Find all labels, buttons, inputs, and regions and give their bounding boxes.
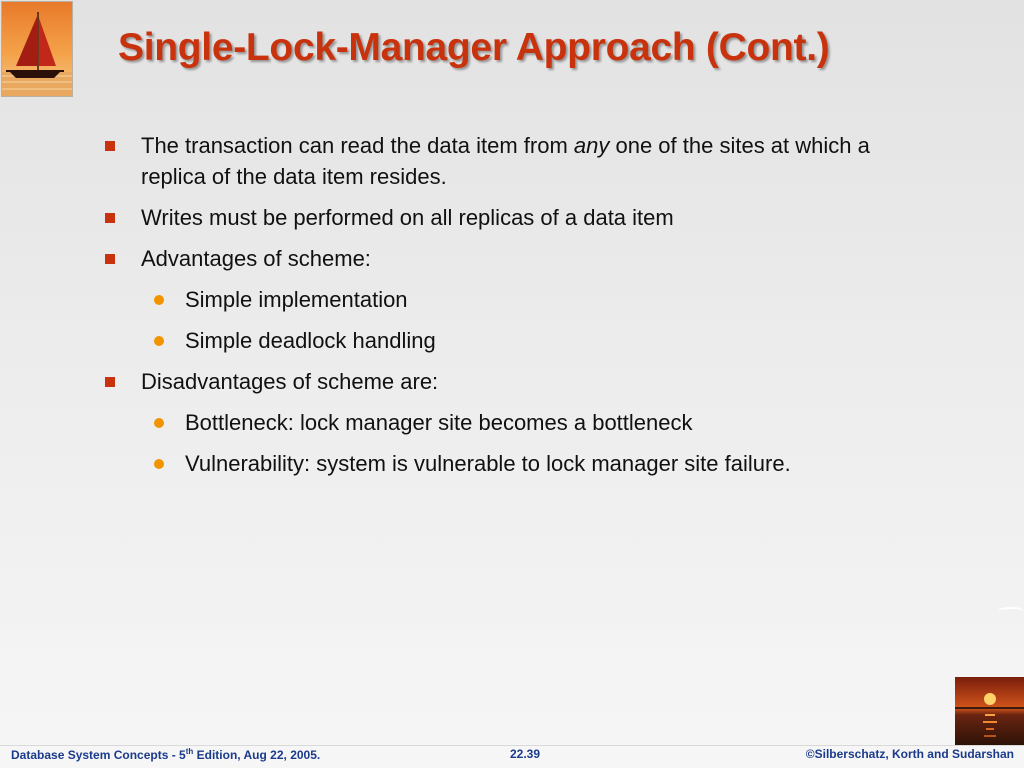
bullet-text: Writes must be performed on all replicas of a data item [141, 205, 674, 230]
sub-bullet-text: Vulnerability: system is vulnerable to lock manager site failure. [185, 451, 791, 476]
square-bullet-icon [105, 213, 115, 223]
footer-book-sup: th [185, 747, 194, 756]
list-item [100, 243, 920, 274]
dot-bullet-icon [154, 459, 164, 469]
bullet-text: Disadvantages of scheme are: [141, 369, 439, 394]
bullet-text: Advantages of scheme: [141, 246, 371, 271]
footer-book-title [11, 747, 320, 762]
sub-list-item [100, 284, 920, 315]
page-title: Single-Lock-Manager Approach (Cont.) [118, 26, 830, 69]
footer-book-prefix: Database System Concepts - 5 [11, 748, 186, 762]
sailboat-logo-icon [1, 1, 73, 97]
sub-bullet-text: Simple implementation [185, 287, 408, 312]
sub-bullet-text: Bottleneck: lock manager site becomes a bottleneck [185, 410, 693, 435]
list-item [100, 366, 920, 397]
bullet-list [100, 130, 920, 489]
square-bullet-icon [105, 141, 115, 151]
decorative-arc [998, 607, 1024, 615]
footer-copyright: ©Silberschatz, Korth and Sudarshan [805, 747, 1014, 761]
square-bullet-icon [105, 254, 115, 264]
footer-book-suffix: Edition, Aug 22, 2005. [193, 748, 321, 762]
square-bullet-icon [105, 377, 115, 387]
bullet-text-before: The transaction can read the data item from [141, 133, 574, 158]
sub-bullet-text: Simple deadlock handling [185, 328, 436, 353]
footer-page-number: 22.39 [510, 747, 541, 761]
dot-bullet-icon [154, 295, 164, 305]
dot-bullet-icon [154, 336, 164, 346]
sub-list-item [100, 448, 920, 479]
list-item [100, 130, 920, 192]
bullet-text-emphasis: any [573, 133, 610, 158]
sunset-logo-icon [955, 677, 1024, 746]
sub-list-item [100, 325, 920, 356]
footer-divider [0, 745, 1024, 746]
dot-bullet-icon [154, 418, 164, 428]
sub-list-item [100, 407, 920, 438]
list-item [100, 202, 920, 233]
bullet-text-after: one of the sites at which a replica of the data item resides. [141, 133, 870, 189]
